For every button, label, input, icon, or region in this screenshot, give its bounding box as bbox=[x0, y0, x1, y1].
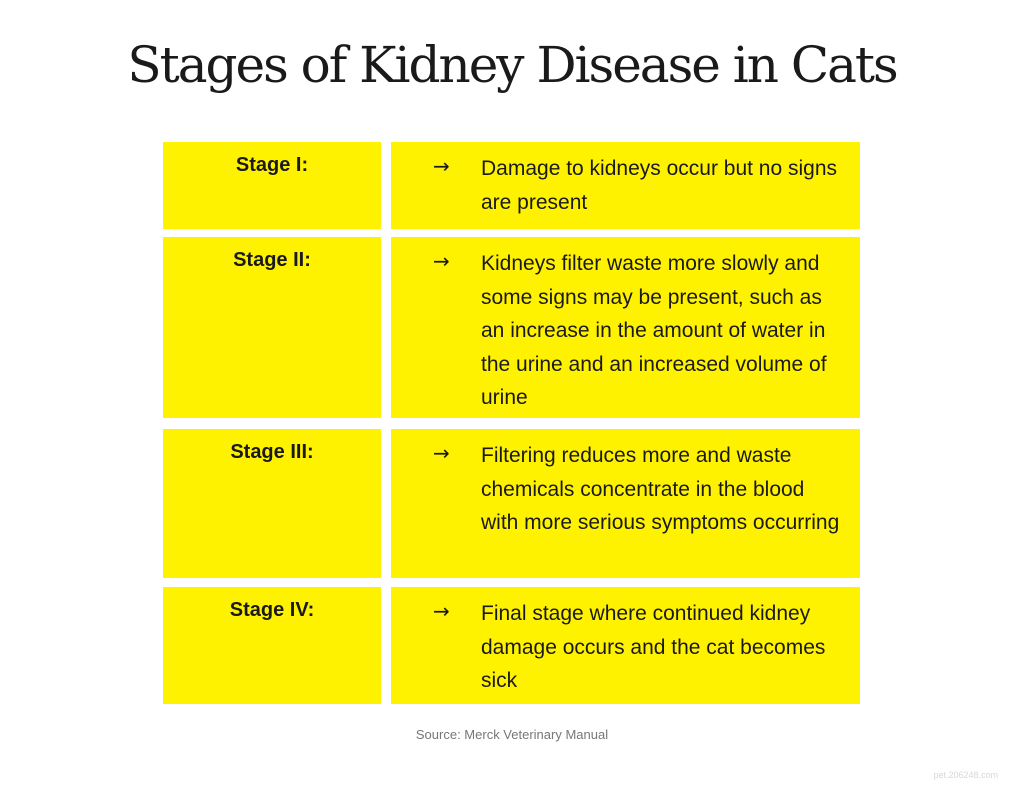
stage-description: Filtering reduces more and waste chemicals concentrate in the blood with more serious symptoms occurring bbox=[481, 444, 840, 534]
stage-cell bbox=[163, 142, 381, 229]
watermark: pet.206248.com bbox=[933, 770, 998, 780]
stage-row-3 bbox=[163, 429, 860, 578]
stage-label: Stage I: bbox=[235, 154, 309, 176]
source-citation: Source: Merck Veterinary Manual bbox=[415, 727, 609, 742]
stage-row-1 bbox=[163, 142, 860, 229]
arrow-right-icon: → bbox=[433, 599, 450, 623]
stage-cell bbox=[163, 429, 381, 578]
description-cell bbox=[391, 587, 860, 704]
stage-description: Damage to kidneys occur but no signs are present bbox=[481, 157, 838, 214]
stage-label: Stage II: bbox=[233, 249, 311, 271]
stage-row-4 bbox=[163, 587, 860, 704]
stage-label: Stage IV: bbox=[229, 599, 315, 621]
arrow-right-icon: → bbox=[433, 441, 450, 465]
description-cell bbox=[391, 142, 860, 229]
stage-description: Final stage where continued kidney damage occurs and the cat becomes sick bbox=[481, 602, 826, 692]
stage-row-2 bbox=[163, 237, 860, 418]
stage-cell bbox=[163, 587, 381, 704]
page-title: Stages of Kidney Disease in Cats bbox=[127, 36, 897, 94]
stage-cell bbox=[163, 237, 381, 418]
stage-description: Kidneys filter waste more slowly and some signs may be present, such as an increase in the amount of water in the urine and an increased volume of urine bbox=[481, 252, 827, 409]
description-cell bbox=[391, 237, 860, 418]
stage-label: Stage III: bbox=[230, 441, 314, 463]
description-cell bbox=[391, 429, 860, 578]
arrow-right-icon: → bbox=[433, 249, 450, 273]
arrow-right-icon: → bbox=[433, 154, 450, 178]
